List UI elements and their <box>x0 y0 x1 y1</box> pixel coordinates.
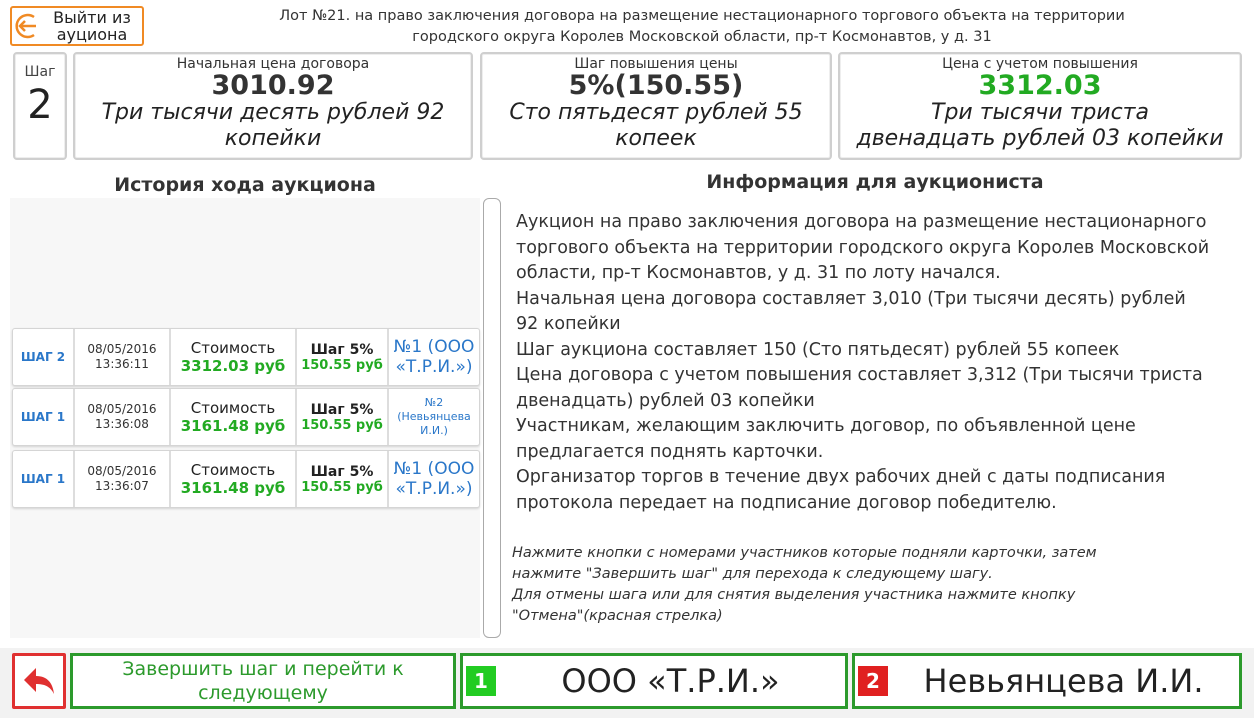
participant-1-number: 1 <box>466 666 496 696</box>
history-step: ШАГ 1 <box>13 451 75 507</box>
cancel-button[interactable] <box>12 653 66 709</box>
raised-price-words: Три тысячи триста двенадцать рублей 03 копейки <box>856 100 1224 151</box>
increment-value: 5%(150.55) <box>568 70 744 101</box>
history-datetime: 08/05/2016 13:36:11 <box>75 329 171 385</box>
history-row <box>12 328 480 386</box>
raised-price-box <box>838 52 1242 160</box>
history-step: ШАГ 1 <box>13 389 75 445</box>
history-participant: №2 (Невьянцева И.И.) <box>397 396 471 437</box>
participant-1-name: ООО «Т.Р.И.» <box>561 662 780 700</box>
start-price-words: Три тысячи десять рублей 92 копейки <box>101 100 445 151</box>
exit-label: Выйти из ауциона <box>53 8 131 44</box>
raised-price-label: Цена с учетом повышения <box>942 56 1138 72</box>
lot-title: Лот №21. на право заключения договора на размещение нестационарного торгового объекта на территории городского округа Королев Московской области, пр-т Космонавтов, у д. 31 <box>279 8 1125 45</box>
step-label: Шаг <box>24 64 56 80</box>
participant-2-number: 2 <box>858 666 888 696</box>
history-increment: Шаг 5% 150.55 руб <box>297 389 389 445</box>
auctioneer-hint: Нажмите кнопки с номерами участников которые подняли карточки, затем нажмите "Завершить шаг" для перехода к следующему шагу. Для отмены шага или для снятия выделения участника нажмите кнопку "Отмена"(красная стрелка) <box>512 545 1097 624</box>
increment-label: Шаг повышения цены <box>574 56 738 72</box>
start-price-value: 3010.92 <box>211 70 335 101</box>
history-cost: Стоимость 3161.48 руб <box>171 389 297 445</box>
info-title: Информация для аукциониста <box>706 171 1044 193</box>
history-participant: №1 (ООО «Т.Р.И.») <box>393 459 475 499</box>
increment-words: Сто пятьдесят рублей 55 копеек <box>509 100 803 151</box>
finish-step-button[interactable]: Завершить шаг и перейти к следующему <box>70 653 456 709</box>
step-number: 2 <box>27 82 53 128</box>
auctioneer-info: Аукцион на право заключения договора на размещение нестационарного торгового объекта на территории городского округа Королев Московской области, пр-т Космонавтов, у д. 31 по лоту начался. Начальная цена договора составляет 3,010 (Три тысячи десять) рублей 92 копейки Шаг аукциона составляет 150 (Сто пятьдесят) рублей 55 копеек Цена договора с учетом повышения составляет 3,312 (Три тысячи триста двенадцать) рублей 03 копейки Участникам, желающим заключить договор, по объявленной цене предлагается поднять карточки. Организатор торгов в течение двух рабочих дней с даты подписания протокола передает на подписание договор победителю. <box>516 212 1210 513</box>
participant-2-button[interactable] <box>852 653 1242 709</box>
history-increment: Шаг 5% 150.55 руб <box>297 329 389 385</box>
participant-2-name: Невьянцева И.И. <box>923 662 1204 700</box>
increment-box <box>480 52 832 160</box>
history-datetime: 08/05/2016 13:36:08 <box>75 389 171 445</box>
history-cost: Стоимость 3161.48 руб <box>171 451 297 507</box>
exit-auction-button[interactable] <box>10 6 144 46</box>
history-scrollbar[interactable] <box>483 198 501 638</box>
start-price-label: Начальная цена договора <box>176 56 370 72</box>
participant-1-button[interactable] <box>460 653 848 709</box>
history-step: ШАГ 2 <box>13 329 75 385</box>
history-row <box>12 450 480 508</box>
history-list <box>10 198 480 638</box>
undo-arrow-icon <box>22 666 56 696</box>
history-row <box>12 388 480 446</box>
raised-price-value: 3312.03 <box>978 70 1102 101</box>
exit-icon <box>14 12 42 40</box>
history-increment: Шаг 5% 150.55 руб <box>297 451 389 507</box>
history-title: История хода аукциона <box>114 174 376 196</box>
history-participant: №1 (ООО «Т.Р.И.») <box>393 337 475 377</box>
history-cost: Стоимость 3312.03 руб <box>171 329 297 385</box>
history-datetime: 08/05/2016 13:36:07 <box>75 451 171 507</box>
step-indicator <box>13 52 67 160</box>
start-price-box <box>73 52 473 160</box>
